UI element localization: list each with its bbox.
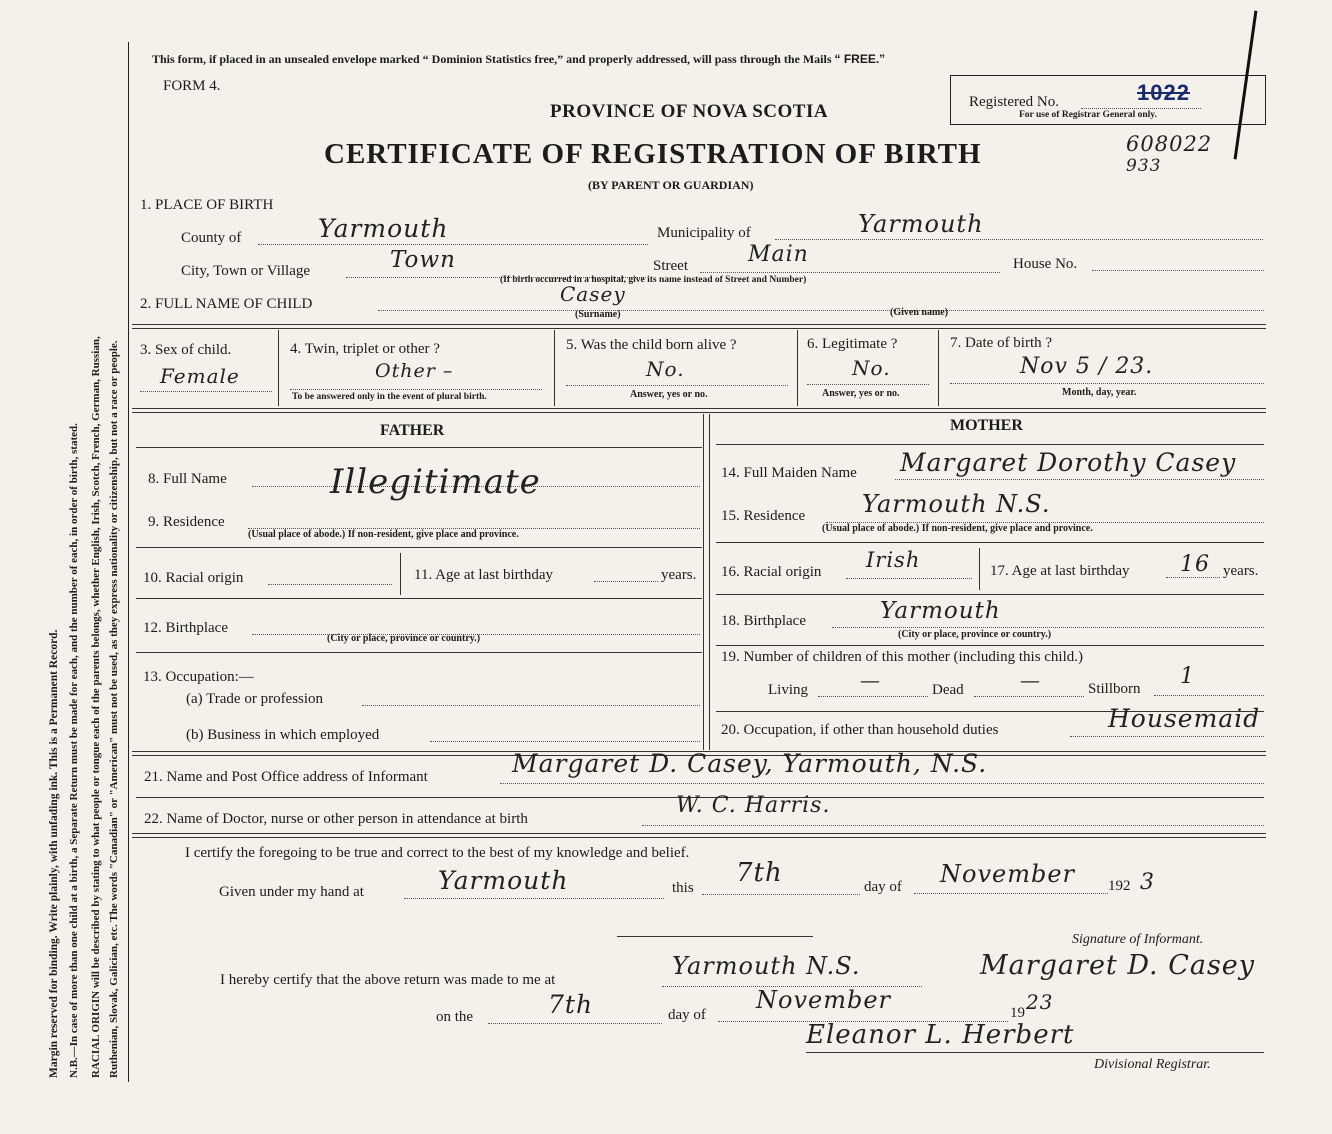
- mother-name-value: Margaret Dorothy Casey: [900, 448, 1237, 477]
- day-value: 7th: [736, 858, 783, 888]
- twin-value: Other –: [375, 360, 454, 382]
- registrar-signature: Eleanor L. Herbert: [806, 1020, 1075, 1050]
- child-name-label: 2. FULL NAME OF CHILD: [140, 296, 313, 312]
- on-year-prefix: 19: [1010, 1005, 1025, 1021]
- doctor-label: 22. Name of Doctor, nurse or other person in attendance at birth: [144, 811, 528, 827]
- province-heading: PROVINCE OF NOVA SCOTIA: [550, 101, 829, 122]
- handwritten-number-1: 608022: [1126, 132, 1213, 156]
- informant-signature: Margaret D. Casey: [980, 950, 1256, 981]
- business-label: (b) Business in which employed: [186, 727, 380, 743]
- mother-name-label: 14. Full Maiden Name: [721, 465, 857, 481]
- surname-caption: (Surname): [575, 309, 621, 320]
- side-note-3: RACIAL ORIGIN will be described by stating to what people or tongue each of the parents belongs, whether English, Irish, Scotch, French, German, Russian,: [90, 336, 102, 1078]
- informant-signature-caption: Signature of Informant.: [1072, 932, 1204, 947]
- registered-value: 1022: [1137, 80, 1190, 105]
- on-month-value: November: [756, 986, 892, 1014]
- informant-label: 21. Name and Post Office address of Informant: [144, 769, 428, 785]
- twin-label: 4. Twin, triplet or other ?: [290, 341, 440, 357]
- street-label: Street: [653, 258, 688, 274]
- section-divider-4: [132, 833, 1266, 838]
- mail-note: This form, if placed in an unsealed envelope marked “ Dominion Statistics free,” and properly addressed, will pass through the Mails “ FREE.”: [152, 52, 886, 66]
- stillborn-label: Stillborn: [1088, 681, 1141, 697]
- legitimate-label: 6. Legitimate ?: [807, 336, 898, 352]
- section-divider-1: [132, 324, 1266, 329]
- on-the-label: on the: [436, 1009, 474, 1025]
- sex-label: 3. Sex of child.: [140, 342, 232, 358]
- registrar-caption: Divisional Registrar.: [1094, 1057, 1211, 1072]
- mother-birthplace-caption: (City or place, province or country.): [898, 629, 1052, 640]
- father-name-value: Illegitimate: [330, 462, 541, 502]
- legitimate-caption: Answer, yes or no.: [822, 388, 900, 399]
- father-residence-label: 9. Residence: [148, 514, 225, 530]
- dob-value: Nov 5 / 23.: [1020, 354, 1154, 379]
- section-divider-2: [132, 408, 1266, 413]
- on-year-value: 23: [1026, 990, 1054, 1014]
- registered-label: Registered No.: [969, 94, 1059, 110]
- binding-margin-line: [128, 42, 129, 1082]
- living-label: Living: [768, 682, 808, 698]
- side-note-4: Ruthenian, Slovak, Galician, etc. The words "Canadian" or "American" must not be used, as they express nationality or citizenship, but not a race or people.: [108, 340, 120, 1078]
- municipality-label: Municipality of: [657, 225, 751, 241]
- mother-age-value: 16: [1180, 552, 1210, 577]
- father-heading: FATHER: [380, 422, 445, 439]
- given-place-value: Yarmouth: [438, 866, 569, 895]
- dead-value: —: [1020, 668, 1041, 692]
- year-prefix: 192: [1108, 878, 1131, 894]
- county-value: Yarmouth: [318, 214, 449, 243]
- father-age-label: 11. Age at last birthday: [414, 567, 553, 583]
- mother-age-suffix: years.: [1223, 563, 1259, 579]
- certify-statement: I certify the foregoing to be true and correct to the best of my knowledge and belief.: [185, 845, 690, 861]
- registered-number-box: [950, 75, 1266, 125]
- mother-birthplace-value: Yarmouth: [880, 598, 1001, 624]
- children-count-label: 19. Number of children of this mother (including this child.): [721, 649, 1084, 665]
- certificate-subtitle: (BY PARENT OR GUARDIAN): [588, 178, 754, 192]
- father-residence-caption: (Usual place of abode.) If non-resident, give place and province.: [248, 529, 519, 540]
- municipality-value: Yarmouth: [858, 210, 984, 238]
- father-occupation-label: 13. Occupation:—: [143, 669, 254, 685]
- stillborn-value: 1: [1180, 664, 1195, 689]
- alive-value: No.: [646, 357, 685, 381]
- trade-label: (a) Trade or profession: [186, 691, 324, 707]
- house-label: House No.: [1013, 256, 1078, 272]
- city-label: City, Town or Village: [181, 263, 311, 279]
- side-note-2: N.B.—In case of more than one child at a birth, a Separate Return must be made for each, and the number of each, in order of birth, stated.: [68, 423, 80, 1078]
- mother-occupation-label: 20. Occupation, if other than household duties: [721, 722, 999, 738]
- registrar-note: For use of Registrar General only.: [1019, 110, 1157, 120]
- city-value: Town: [390, 247, 456, 273]
- hereby-statement: I hereby certify that the above return was made to me at: [220, 972, 556, 988]
- mother-age-label: 17. Age at last birthday: [990, 563, 1130, 579]
- father-name-label: 8. Full Name: [148, 471, 227, 487]
- mother-birthplace-label: 18. Birthplace: [721, 613, 806, 629]
- mother-racial-label: 16. Racial origin: [721, 564, 822, 580]
- hospital-note: (If birth occurred in a hospital, give its name instead of Street and Number): [500, 275, 807, 285]
- day-of-label: day of: [864, 879, 902, 895]
- given-name-caption: (Given name): [890, 307, 949, 318]
- on-day-of-label: day of: [668, 1007, 706, 1023]
- column-divider: [703, 414, 704, 750]
- handwritten-number-2: 933: [1126, 156, 1162, 176]
- this-label: this: [672, 880, 694, 896]
- county-label: County of: [181, 230, 242, 246]
- side-note-1: Margin reserved for binding. Write plainly, with unfading ink. This is a Permanent Record.: [48, 629, 60, 1078]
- mother-residence-value: Yarmouth N.S.: [862, 490, 1051, 518]
- given-label: Given under my hand at: [219, 884, 364, 900]
- informant-value: Margaret D. Casey, Yarmouth, N.S.: [512, 749, 988, 778]
- place-of-birth-label: 1. PLACE OF BIRTH: [140, 197, 274, 213]
- mother-heading: MOTHER: [950, 417, 1023, 434]
- legitimate-value: No.: [852, 356, 891, 380]
- mother-occupation-value: Housemaid: [1108, 704, 1261, 733]
- alive-label: 5. Was the child born alive ?: [566, 337, 737, 353]
- father-birthplace-label: 12. Birthplace: [143, 620, 228, 636]
- street-value: Main: [748, 242, 809, 267]
- dead-label: Dead: [932, 682, 964, 698]
- certificate-title: CERTIFICATE OF REGISTRATION OF BIRTH: [324, 138, 982, 170]
- dob-label: 7. Date of birth ?: [950, 335, 1053, 351]
- twin-caption: To be answered only in the event of plural birth.: [292, 392, 487, 402]
- year-value: 3: [1140, 870, 1155, 895]
- alive-caption: Answer, yes or no.: [630, 389, 708, 400]
- doctor-value: W. C. Harris.: [676, 793, 831, 818]
- sex-value: Female: [160, 364, 240, 388]
- on-day-value: 7th: [548, 990, 594, 1019]
- form-number: FORM 4.: [163, 78, 221, 94]
- mother-residence-label: 15. Residence: [721, 508, 806, 524]
- dob-caption: Month, day, year.: [1062, 387, 1137, 398]
- father-birthplace-caption: (City or place, province or country.): [327, 633, 481, 644]
- mother-racial-value: Irish: [866, 548, 921, 572]
- mother-residence-caption: (Usual place of abode.) If non-resident, give place and province.: [822, 523, 1093, 534]
- hereby-place-value: Yarmouth N.S.: [672, 952, 861, 980]
- father-age-suffix: years.: [661, 567, 697, 583]
- month-value: November: [940, 860, 1076, 888]
- father-racial-label: 10. Racial origin: [143, 570, 244, 586]
- living-value: —: [860, 668, 881, 692]
- surname-value: Casey: [560, 282, 626, 306]
